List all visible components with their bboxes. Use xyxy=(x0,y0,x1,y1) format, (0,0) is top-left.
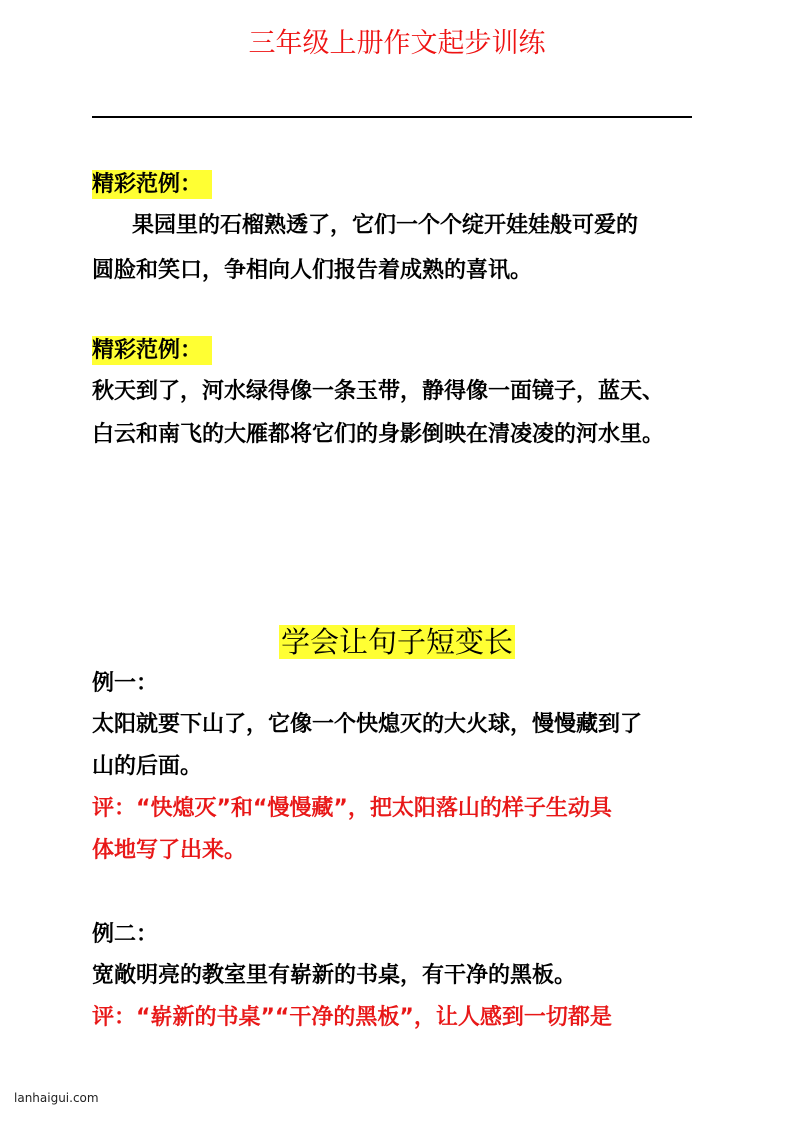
case-1-comment-2: 体地写了出来。 xyxy=(92,838,247,863)
example-2-label xyxy=(92,336,212,366)
example-2-line-1: 秋天到了，河水绿得像一条玉带，静得像一面镜子，蓝天、 xyxy=(92,379,665,404)
example-1-label xyxy=(92,170,212,200)
section-title xyxy=(0,620,794,664)
page-title: 三年级上册作文起步训练 xyxy=(248,28,546,59)
example-2-line-2: 白云和南飞的大雁都将它们的身影倒映在清凌凌的河水里。 xyxy=(92,422,665,447)
section-title-text: 学会让句子短变长 xyxy=(280,625,513,659)
case-1-text-1: 太阳就要下山了，它像一个快熄灭的大火球，慢慢藏到了 xyxy=(92,712,643,737)
case-1-comment-1: 评：“快熄灭”和“慢慢藏”，把太阳落山的样子生动具 xyxy=(92,796,612,821)
case-2-text-1: 宽敞明亮的教室里有崭新的书桌，有干净的黑板。 xyxy=(92,963,577,988)
example-1-line-2: 圆脸和笑口，争相向人们报告着成熟的喜讯。 xyxy=(92,258,533,283)
example-1-line-1: 果园里的石榴熟透了，它们一个个绽开娃娃般可爱的 xyxy=(132,213,639,238)
title-underline xyxy=(92,116,692,118)
case-1-label: 例一： xyxy=(92,671,159,696)
example-1-label-text: 精彩范例： xyxy=(92,170,212,199)
case-1-text-2: 山的后面。 xyxy=(92,754,203,779)
case-2-label: 例二： xyxy=(92,922,159,947)
example-2-label-text: 精彩范例： xyxy=(92,336,212,365)
footer-site: lanhaigui.com xyxy=(14,1091,99,1105)
case-2-comment-1: 评：“崭新的书桌”“干净的黑板”，让人感到一切都是 xyxy=(92,1005,612,1030)
